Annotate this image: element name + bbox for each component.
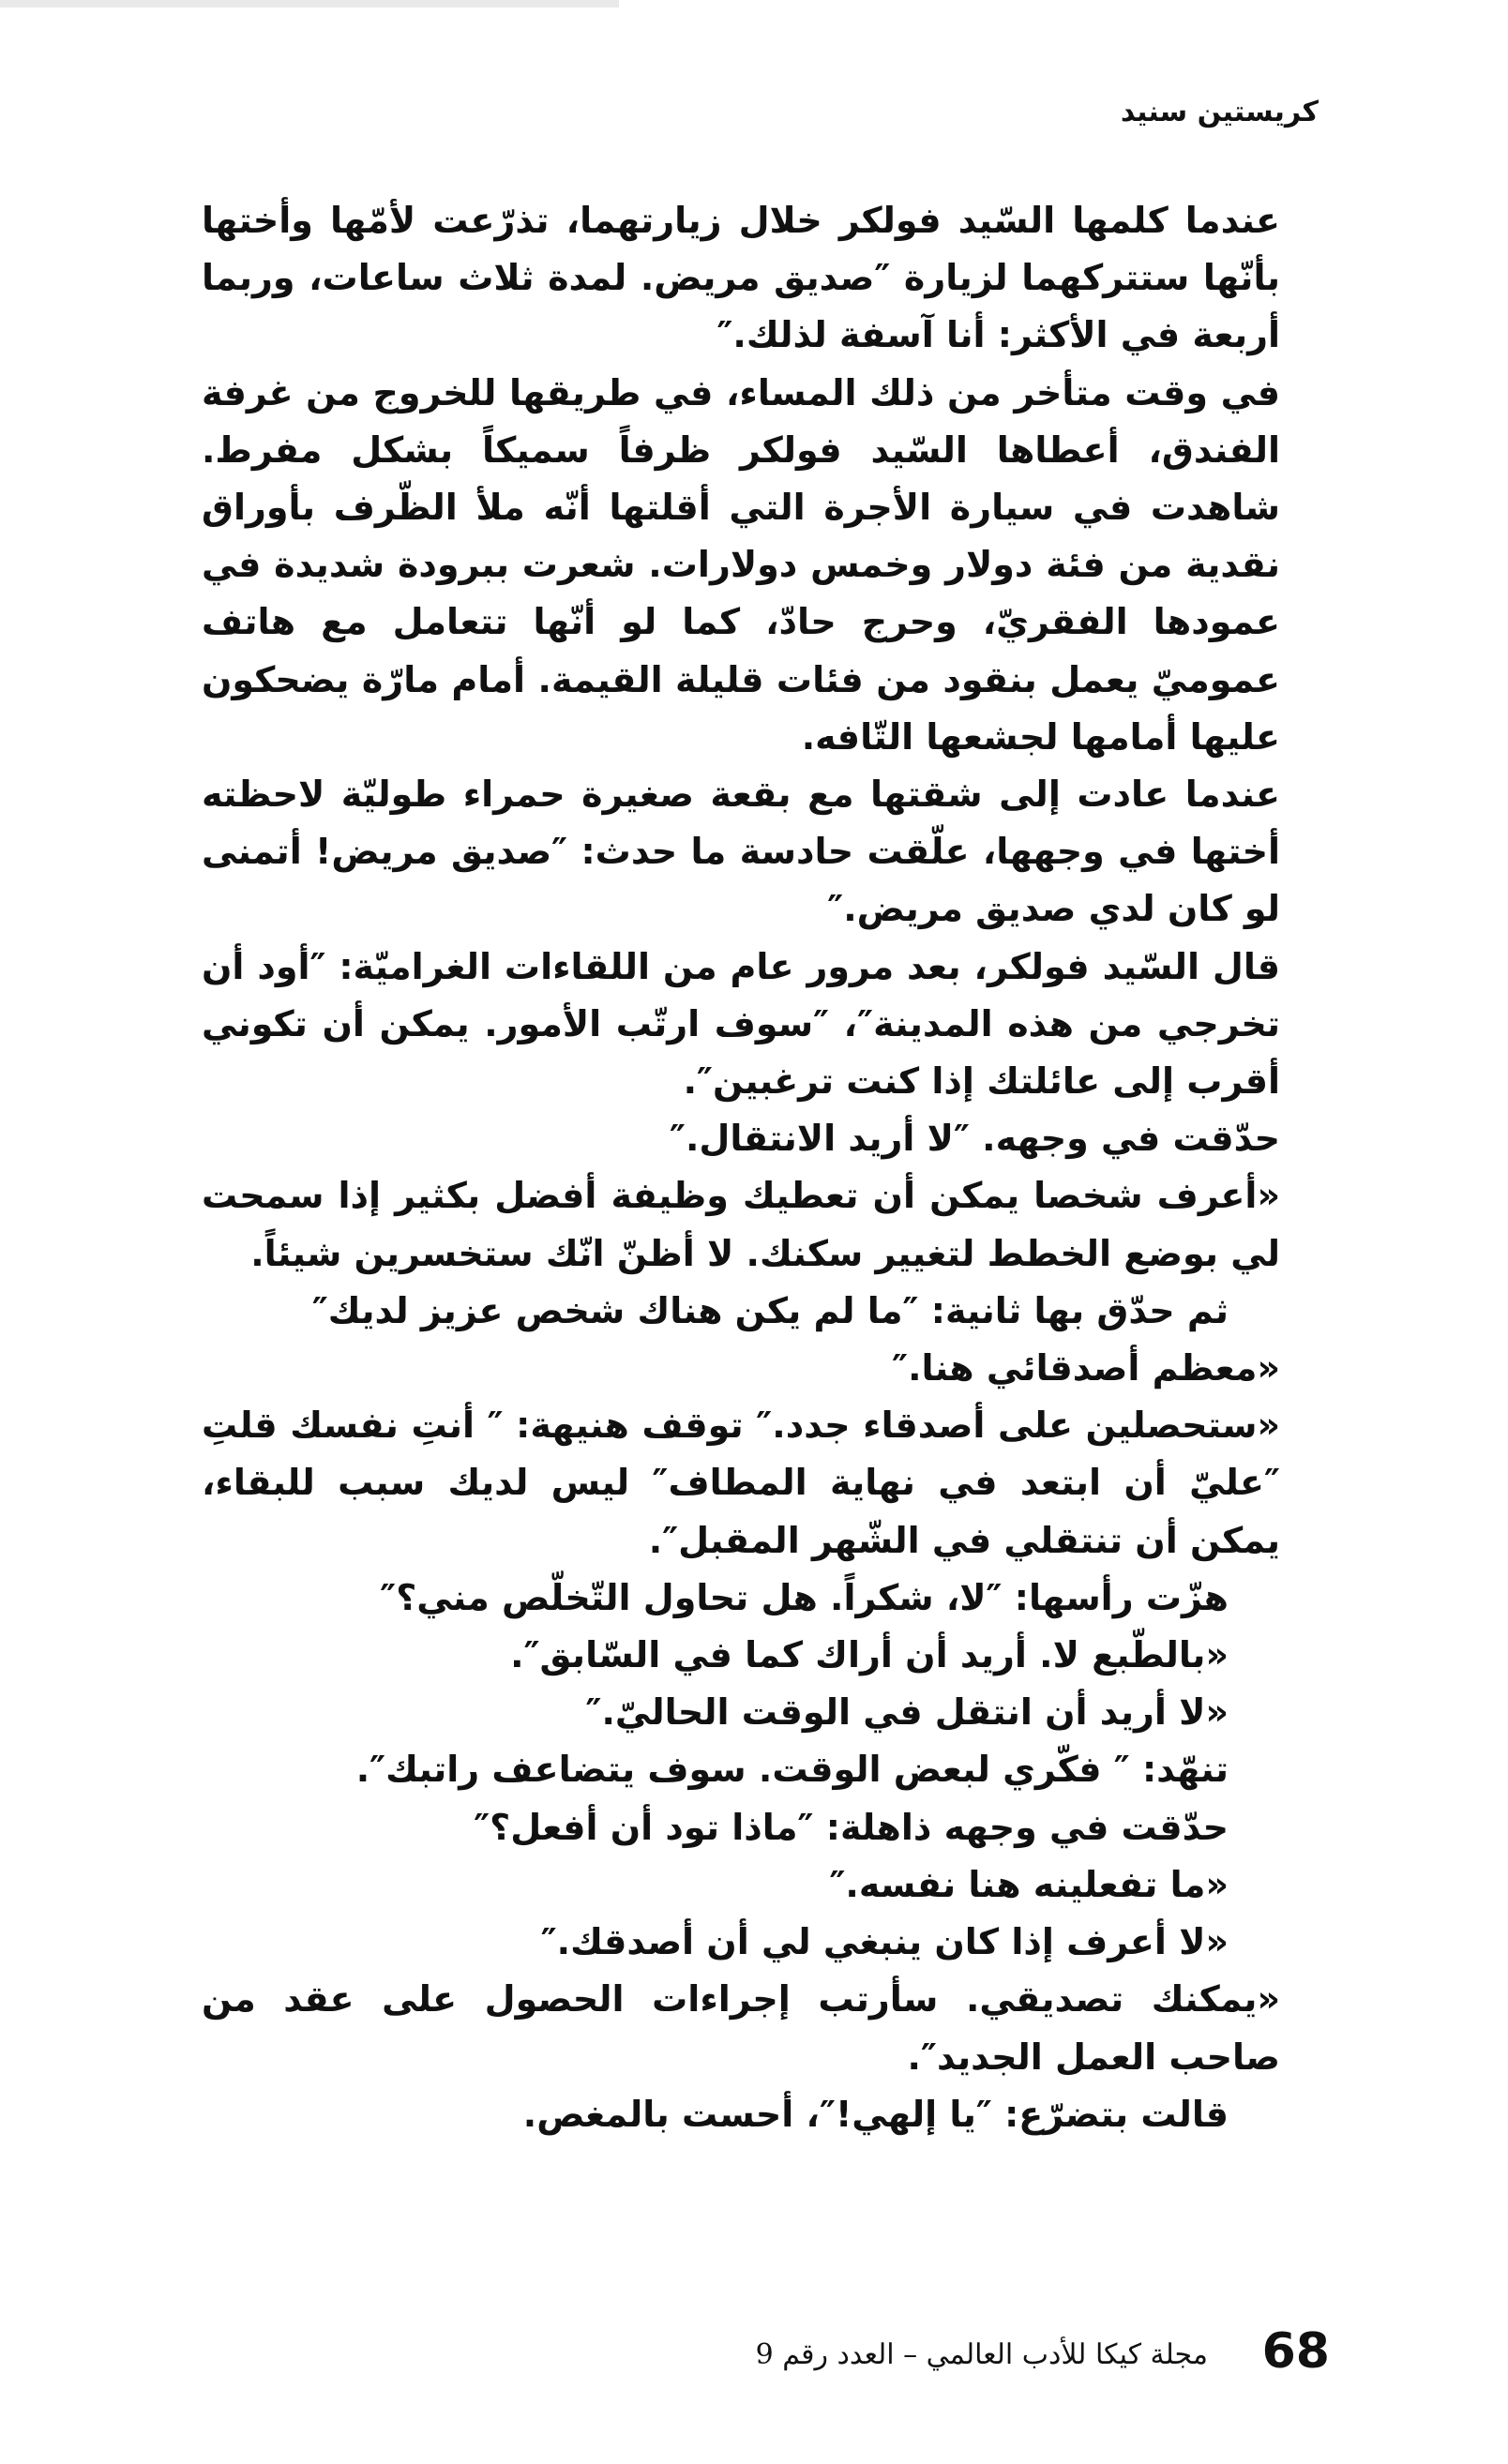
running-head-author: كريستين سنيد <box>1120 96 1319 128</box>
paragraph: قال السّيد فولكر، بعد مرور عام من اللقاءات الغراميّة: ″أود أن تخرجي من هذه المدينة″، ″سوف ارتّب الأمور. يمكن أن تكوني أقرب إلى عائلتك إذا كنت ترغبين″. <box>202 945 1280 1103</box>
paragraph: «بالطّبع لا. أريد أن أراك كما في السّابق″. <box>510 1634 1229 1676</box>
paragraph: ثم حدّق بها ثانية: ″ما لم يكن هناك شخص عزيز لديك″ <box>311 1289 1229 1331</box>
paragraph: في وقت متأخر من ذلك المساء، في طريقها للخروج من غرفة الفندق، أعطاها السّيد فولكر ظرفاً سميكاً بشكل مفرط. شاهدت في سيارة الأجرة التي أقلتها أنّه ملأ الظّرف بأوراق نقدية من فئة دولار وخمس دولارات. شعرت ببرودة شديدة في عمودها الفقريّ، وحرج حادّ، كما لو أنّها تتعامل مع هاتف عموميّ يعمل بنقود من فئات قليلة القيمة. أمام مارّة يضحكون عليها أمامها لجشعها التّافه. <box>202 371 1280 758</box>
journal-title: مجلة كيكا للأدب العالمي – العدد رقم 9 <box>755 2338 1208 2371</box>
paragraph: قالت بتضرّع: ″يا إلهي!″، أحست بالمغص. <box>522 2093 1229 2135</box>
paragraph: «ما تفعلينه هنا نفسه.″ <box>829 1863 1229 1905</box>
paragraph: «يمكنك تصديقي. سأرتب إجراءات الحصول على عقد من صاحب العمل الجديد″. <box>202 1978 1280 2078</box>
paragraph: عندما عادت إلى شقتها مع بقعة صغيرة حمراء طوليّة لاحظته أختها في وجهها، علّقت حادسة ما حدث: ″صديق مريض! أتمنى لو كان لدي صديق مريض.″ <box>202 774 1280 930</box>
paragraph: حدّقت في وجهه ذاهلة: ″ماذا تود أن أفعل؟″ <box>474 1806 1229 1848</box>
paragraph: عندما كلمها السّيد فولكر خلال زيارتهما، تذرّعت لأمّها وأختها بأنّها ستتركهما لزيارة ″صديق مريض. لمدة ثلاث ساعات، وربما أربعة في الأكثر: أنا آسفة لذلك.″ <box>202 200 1280 356</box>
paragraph: «ستحصلين على أصدقاء جدد.″ توقف هنيهة: ″ أنتِ نفسك قلتِ ″عليّ أن ابتعد في نهاية المطاف″ ليس لديك سبب للبقاء، يمكن أن تنتقلي في الشّهر المقبل″. <box>202 1405 1280 1561</box>
paragraph: «أعرف شخصا يمكن أن تعطيك وظيفة أفضل بكثير إذا سمحت لي بوضع الخطط لتغيير سكنك. لا أظنّ انّك ستخسرين شيئاً. <box>202 1175 1280 1274</box>
paragraph: تنهّد: ″ فكّري لبعض الوقت. سوف يتضاعف راتبك″. <box>355 1749 1229 1791</box>
scan-edge-line <box>0 0 619 8</box>
paragraph: «لا أريد أن انتقل في الوقت الحاليّ.″ <box>585 1691 1229 1734</box>
body-text <box>202 192 1332 2143</box>
page-number: 68 <box>1261 2323 1330 2380</box>
paragraph: حدّقت في وجهه. ″لا أريد الانتقال.″ <box>670 1118 1280 1160</box>
paragraph: «لا أعرف إذا كان ينبغي لي أن أصدقك.″ <box>540 1921 1229 1963</box>
paragraph: «معظم أصدقائي هنا.″ <box>892 1347 1280 1390</box>
paragraph: هزّت رأسها: ″لا، شكراً. هل تحاول التّخلّص مني؟″ <box>380 1576 1229 1618</box>
